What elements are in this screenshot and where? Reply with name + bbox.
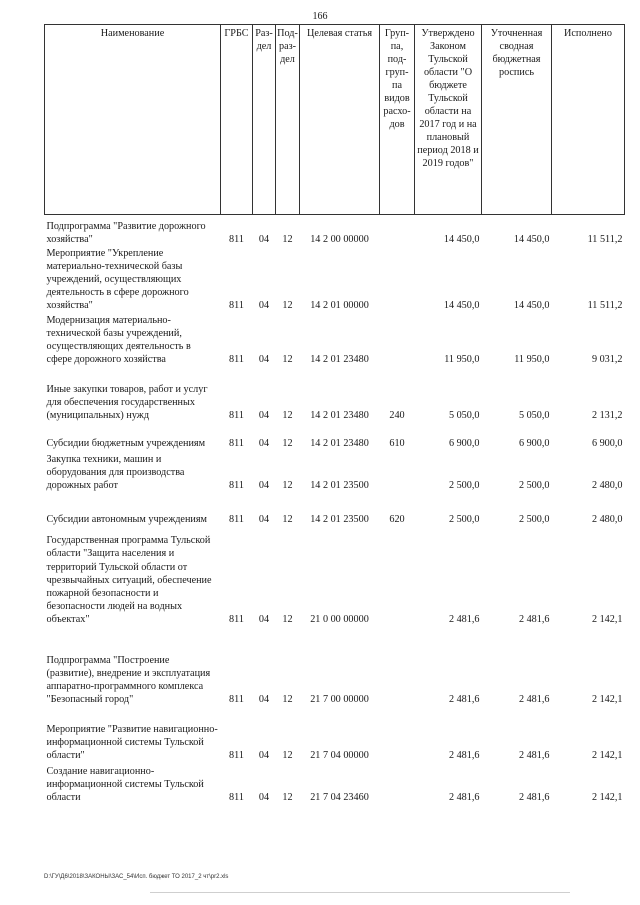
- row-expense-group: [380, 763, 415, 805]
- table-row: [45, 367, 625, 423]
- row-target-article: 14 2 00 00000: [310, 234, 369, 246]
- row-podrazdel: 12: [282, 234, 293, 246]
- table-row: [45, 493, 625, 527]
- row-name: Государственная программа Тульской области "Защита населения и территорий Тульской области от чрезвычайных ситуаций, обеспечение пожарной безопасности и безопасности людей на водных объектах": [46, 535, 212, 626]
- row-executed: 2 142,1: [591, 750, 623, 762]
- row-podrazdel: 12: [282, 614, 293, 626]
- row-executed: 2 480,0: [591, 514, 623, 526]
- row-razdel: 04: [258, 792, 270, 804]
- row-grbs: 811: [229, 354, 244, 366]
- row-approved: 11 950,0: [444, 354, 480, 366]
- row-grbs: 811: [229, 614, 244, 626]
- row-podrazdel: 12: [282, 750, 293, 762]
- budget-table: [44, 24, 625, 805]
- row-name: Мероприятие "Развитие навигационно-информационной системы Тульской области": [46, 723, 218, 762]
- row-approved: 2 500,0: [448, 514, 480, 526]
- row-target-article: 14 2 01 23480: [310, 438, 369, 450]
- row-razdel: 04: [258, 480, 270, 492]
- row-refined: 11 950,0: [514, 354, 550, 366]
- row-target-article: 21 7 04 00000: [310, 750, 369, 762]
- table-row: [45, 215, 625, 247]
- row-target-article: 14 2 01 23480: [310, 410, 369, 422]
- header-podrazdel: Под-раз-дел: [276, 25, 300, 215]
- row-executed: 2 142,1: [591, 694, 623, 706]
- row-podrazdel: 12: [282, 514, 293, 526]
- row-grbs: 811: [229, 410, 244, 422]
- row-approved: 14 450,0: [443, 300, 480, 312]
- row-razdel: 04: [258, 694, 270, 706]
- row-approved: 2 481,6: [448, 750, 480, 762]
- row-expense-group: 620: [389, 514, 405, 526]
- header-name: Наименование: [45, 25, 221, 215]
- row-executed: 11 511,2: [587, 300, 623, 312]
- header-razdel: Раз-дел: [253, 25, 276, 215]
- row-razdel: 04: [258, 750, 270, 762]
- row-grbs: 811: [229, 694, 244, 706]
- header-expense-group: Груп-па, под-груп-па видов расхо-дов: [380, 25, 415, 215]
- row-refined: 6 900,0: [518, 438, 550, 450]
- row-expense-group: [380, 451, 415, 493]
- row-approved: 14 450,0: [443, 234, 480, 246]
- row-expense-group: [380, 247, 415, 313]
- row-name: Субсидии автономным учреждениям: [46, 514, 207, 526]
- row-podrazdel: 12: [282, 480, 293, 492]
- table-row: [45, 423, 625, 451]
- row-approved: 2 481,6: [448, 694, 480, 706]
- row-razdel: 04: [258, 234, 270, 246]
- row-refined: 14 450,0: [513, 300, 550, 312]
- table-row: [45, 707, 625, 763]
- row-grbs: 811: [229, 514, 244, 526]
- header-grbs: ГРБС: [221, 25, 253, 215]
- row-executed: 2 142,1: [591, 614, 623, 626]
- row-target-article: 21 0 00 00000: [310, 614, 369, 626]
- header-approved: Утверждено Законом Тульской области "О бюджете Тульской области на 2017 год и на плановый период 2018 и 2019 годов": [415, 25, 482, 215]
- row-grbs: 811: [229, 438, 244, 450]
- header-executed: Исполнено: [552, 25, 625, 215]
- row-target-article: 14 2 01 23480: [310, 354, 369, 366]
- row-podrazdel: 12: [282, 694, 293, 706]
- row-podrazdel: 12: [282, 300, 293, 312]
- row-name: Модернизация материально-технической базы учреждений, осуществляющих деятельность в сфере дорожного хозяйства: [46, 314, 191, 366]
- row-target-article: 14 2 01 00000: [310, 300, 369, 312]
- row-razdel: 04: [258, 354, 270, 366]
- row-refined: 5 050,0: [518, 410, 550, 422]
- row-razdel: 04: [258, 438, 270, 450]
- header-refined: Уточненная сводная бюджетная роспись: [482, 25, 552, 215]
- row-refined: 2 481,6: [518, 614, 550, 626]
- row-grbs: 811: [229, 234, 244, 246]
- row-name: Субсидии бюджетным учреждениям: [46, 438, 206, 450]
- row-target-article: 21 7 04 23460: [310, 792, 369, 804]
- row-grbs: 811: [229, 300, 244, 312]
- row-executed: 2 142,1: [591, 792, 623, 804]
- row-razdel: 04: [258, 514, 270, 526]
- footer-file-path: D:\ГУ\Д6\2018\ЗАКОНЫ\ЗАС_54\Исп. бюджет ТО 2017_2 чт\pr2.xls: [44, 874, 229, 880]
- table-row: [45, 247, 625, 313]
- row-expense-group: 240: [389, 410, 405, 422]
- row-approved: 2 481,6: [448, 792, 480, 804]
- row-podrazdel: 12: [282, 410, 293, 422]
- row-executed: 6 900,0: [591, 438, 623, 450]
- row-podrazdel: 12: [282, 792, 293, 804]
- table-row: [45, 451, 625, 493]
- row-expense-group: [380, 627, 415, 707]
- table-row: [45, 763, 625, 805]
- row-approved: 6 900,0: [448, 438, 480, 450]
- row-expense-group: [380, 527, 415, 627]
- scan-artifact: [150, 892, 570, 893]
- row-refined: 14 450,0: [513, 234, 550, 246]
- row-refined: 2 481,6: [518, 792, 550, 804]
- row-refined: 2 500,0: [518, 480, 550, 492]
- row-executed: 11 511,2: [587, 234, 623, 246]
- row-expense-group: [380, 313, 415, 367]
- row-target-article: 14 2 01 23500: [310, 480, 369, 492]
- row-podrazdel: 12: [282, 438, 293, 450]
- row-name: Закупка техники, машин и оборудования для производства дорожных работ: [46, 453, 185, 492]
- table-row: [45, 313, 625, 367]
- row-razdel: 04: [258, 614, 270, 626]
- table-row: [45, 527, 625, 627]
- row-refined: 2 500,0: [518, 514, 550, 526]
- row-expense-group: [380, 707, 415, 763]
- row-approved: 2 481,6: [448, 614, 480, 626]
- row-expense-group: [380, 215, 415, 247]
- row-refined: 2 481,6: [518, 694, 550, 706]
- row-executed: 2 131,2: [591, 410, 623, 422]
- row-name: Мероприятие "Укрепление материально-технической базы учреждений, осуществляющих деятельность в сфере дорожного хозяйства": [46, 247, 189, 312]
- row-expense-group: 610: [389, 438, 405, 450]
- row-name: Подпрограмма "Построение (развитие), внедрение и эксплуатация аппаратно-программного комплекса "Безопасный город": [46, 654, 211, 706]
- row-grbs: 811: [229, 750, 244, 762]
- row-target-article: 21 7 00 00000: [310, 694, 369, 706]
- row-refined: 2 481,6: [518, 750, 550, 762]
- row-approved: 2 500,0: [448, 480, 480, 492]
- row-executed: 9 031,2: [591, 354, 623, 366]
- row-podrazdel: 12: [282, 354, 293, 366]
- table-header-row: [45, 25, 625, 215]
- row-name: Создание навигационно-информационной системы Тульской области: [46, 765, 204, 804]
- row-grbs: 811: [229, 792, 244, 804]
- page-number: 166: [312, 11, 328, 22]
- row-razdel: 04: [258, 410, 270, 422]
- table-row: [45, 627, 625, 707]
- row-executed: 2 480,0: [591, 480, 623, 492]
- row-name: Иные закупки товаров, работ и услуг для обеспечения государственных (муниципальных) нужд: [46, 383, 208, 422]
- header-target-article: Целевая статья: [300, 25, 380, 215]
- row-name: Подпрограмма "Развитие дорожного хозяйства": [46, 221, 206, 246]
- row-grbs: 811: [229, 480, 244, 492]
- row-razdel: 04: [258, 300, 270, 312]
- row-target-article: 14 2 01 23500: [310, 514, 369, 526]
- row-approved: 5 050,0: [448, 410, 480, 422]
